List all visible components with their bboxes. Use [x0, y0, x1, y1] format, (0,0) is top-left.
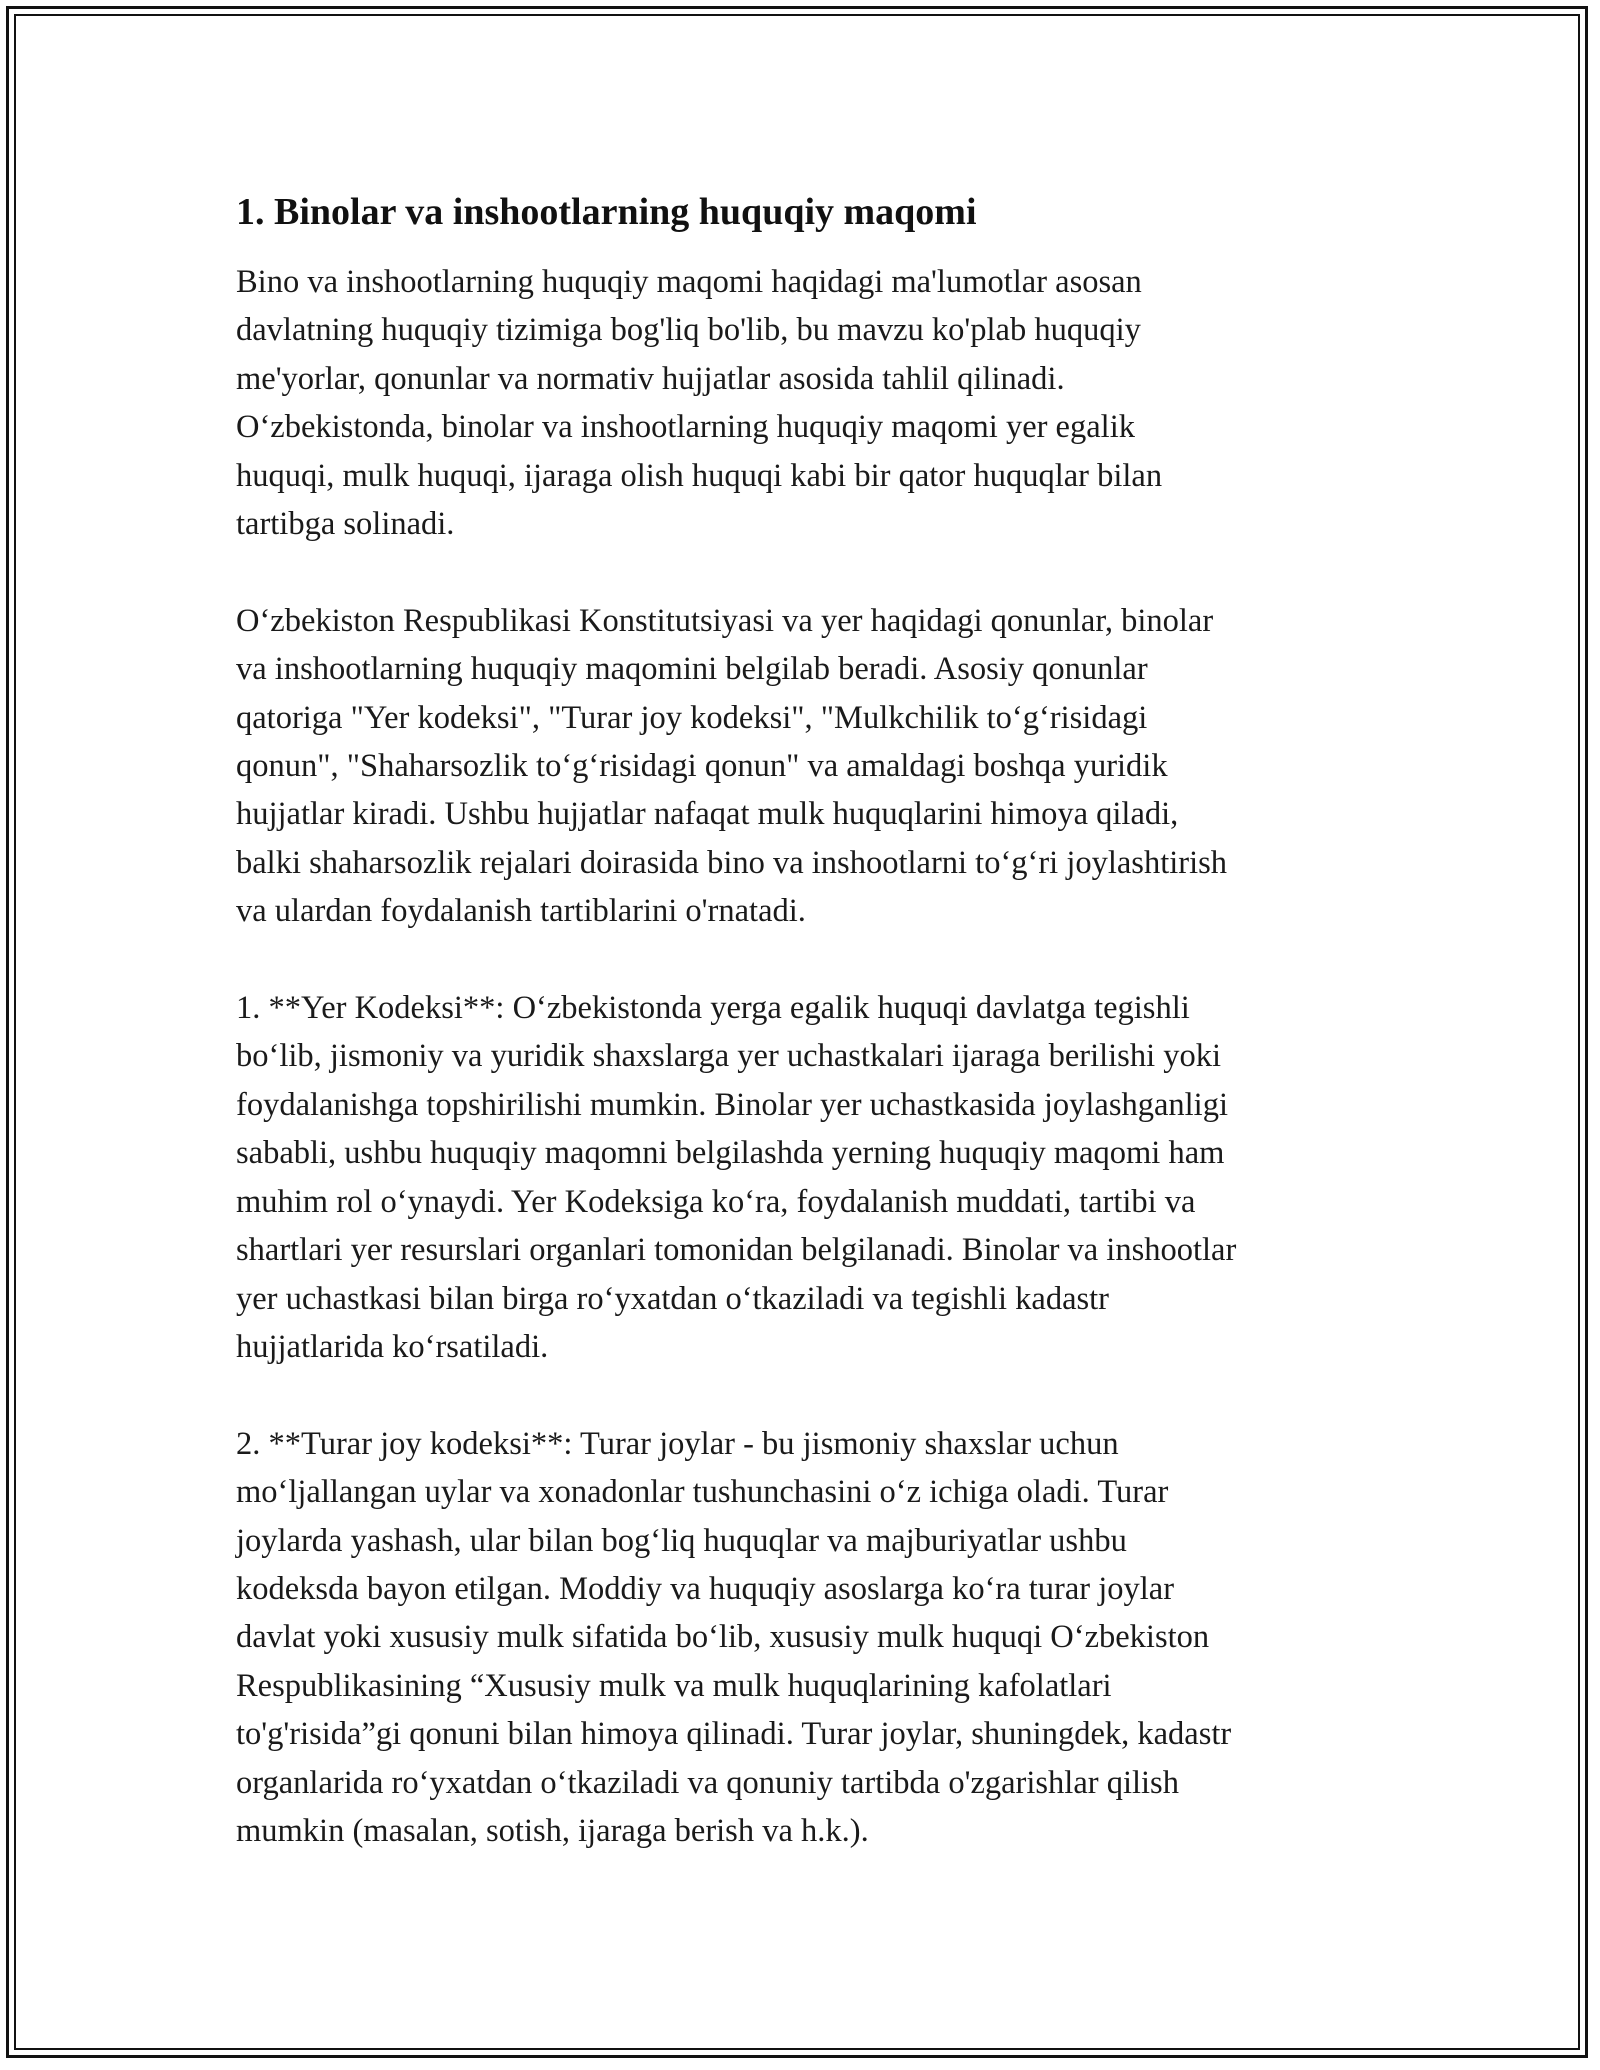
paragraph-land-code: 1. **Yer Kodeksi**: Oʻzbekistonda yerga egalik huquqi davlatga tegishli boʻlib, jismoniy va yuridik shaxslarga yer uchastkalari ijaraga berilishi yoki foydalanishga topshirilishi mumkin. Binolar yer uchastkasida joylashganligi sababli, ushbu huquqiy maqomni belgilashda yerning huquqiy maqomi ham muhim rol oʻynaydi. Yer Kodeksiga koʻra, foydalanish muddati, tartibi va shartlari yer resurslari organlari tomonidan belgilanadi. Binolar va inshootlar yer uchastkasi bilan birga roʻyxatdan oʻtkaziladi va tegishli kadastr hujjatlarida koʻrsatiladi. [236, 990, 1237, 1365]
document-body [236, 188, 1386, 1904]
paragraph-housing-code: 2. **Turar joy kodeksi**: Turar joylar - bu jismoniy shaxslar uchun moʻljallangan uylar va xonadonlar tushunchasini oʻz ichiga oladi. Turar joylarda yashash, ular bilan bogʻliq huquqlar va majburiyatlar ushbu kodeksda bayon etilgan. Moddiy va huquqiy asoslarga koʻra turar joylar davlat yoki xususiy mulk sifatida boʻlib, xususiy mulk huquqi Oʻzbekiston Respublikasining “Xususiy mulk va mulk huquqlarining kafolatlari to'g'risida”gi qonuni bilan himoya qilinadi. Turar joylar, shuningdek, kadastr organlarida roʻyxatdan oʻtkaziladi va qonuniy tartibda o'zgarishlar qilish mumkin (masalan, sotish, ijaraga berish va h.k.). [236, 1425, 1232, 1849]
paragraph-constitution: Oʻzbekiston Respublikasi Konstitutsiyasi va yer haqidagi qonunlar, binolar va inshootlarning huquqiy maqomini belgilab beradi. Asosiy qonunlar qatoriga "Yer kodeksi", "Turar joy kodeksi", "Mulkchilik toʻgʻrisidagi qonun", "Shaharsozlik toʻgʻrisidagi qonun" va amaldagi boshqa yuridik hujjatlar kiradi. Ushbu hujjatlar nafaqat mulk huquqlarini himoya qiladi, balki shaharsozlik rejalari doirasida bino va inshootlarni toʻgʻri joylashtirish va ulardan foydalanish tartiblarini o'rnatadi. [236, 602, 1228, 930]
section-heading: 1. Binolar va inshootlarning huquqiy maqomi [236, 191, 977, 233]
paragraph-intro: Bino va inshootlarning huquqiy maqomi haqidagi ma'lumotlar asosan davlatning huquqiy tizimiga bog'liq bo'lib, bu mavzu ko'plab huquqiy me'yorlar, qonunlar va normativ hujjatlar asosida tahlil qilinadi. Oʻzbekistonda, binolar va inshootlarning huquqiy maqomi yer egalik huquqi, mulk huquqi, ijaraga olish huquqi kabi bir qator huquqlar bilan tartibga solinadi. [236, 264, 1163, 543]
